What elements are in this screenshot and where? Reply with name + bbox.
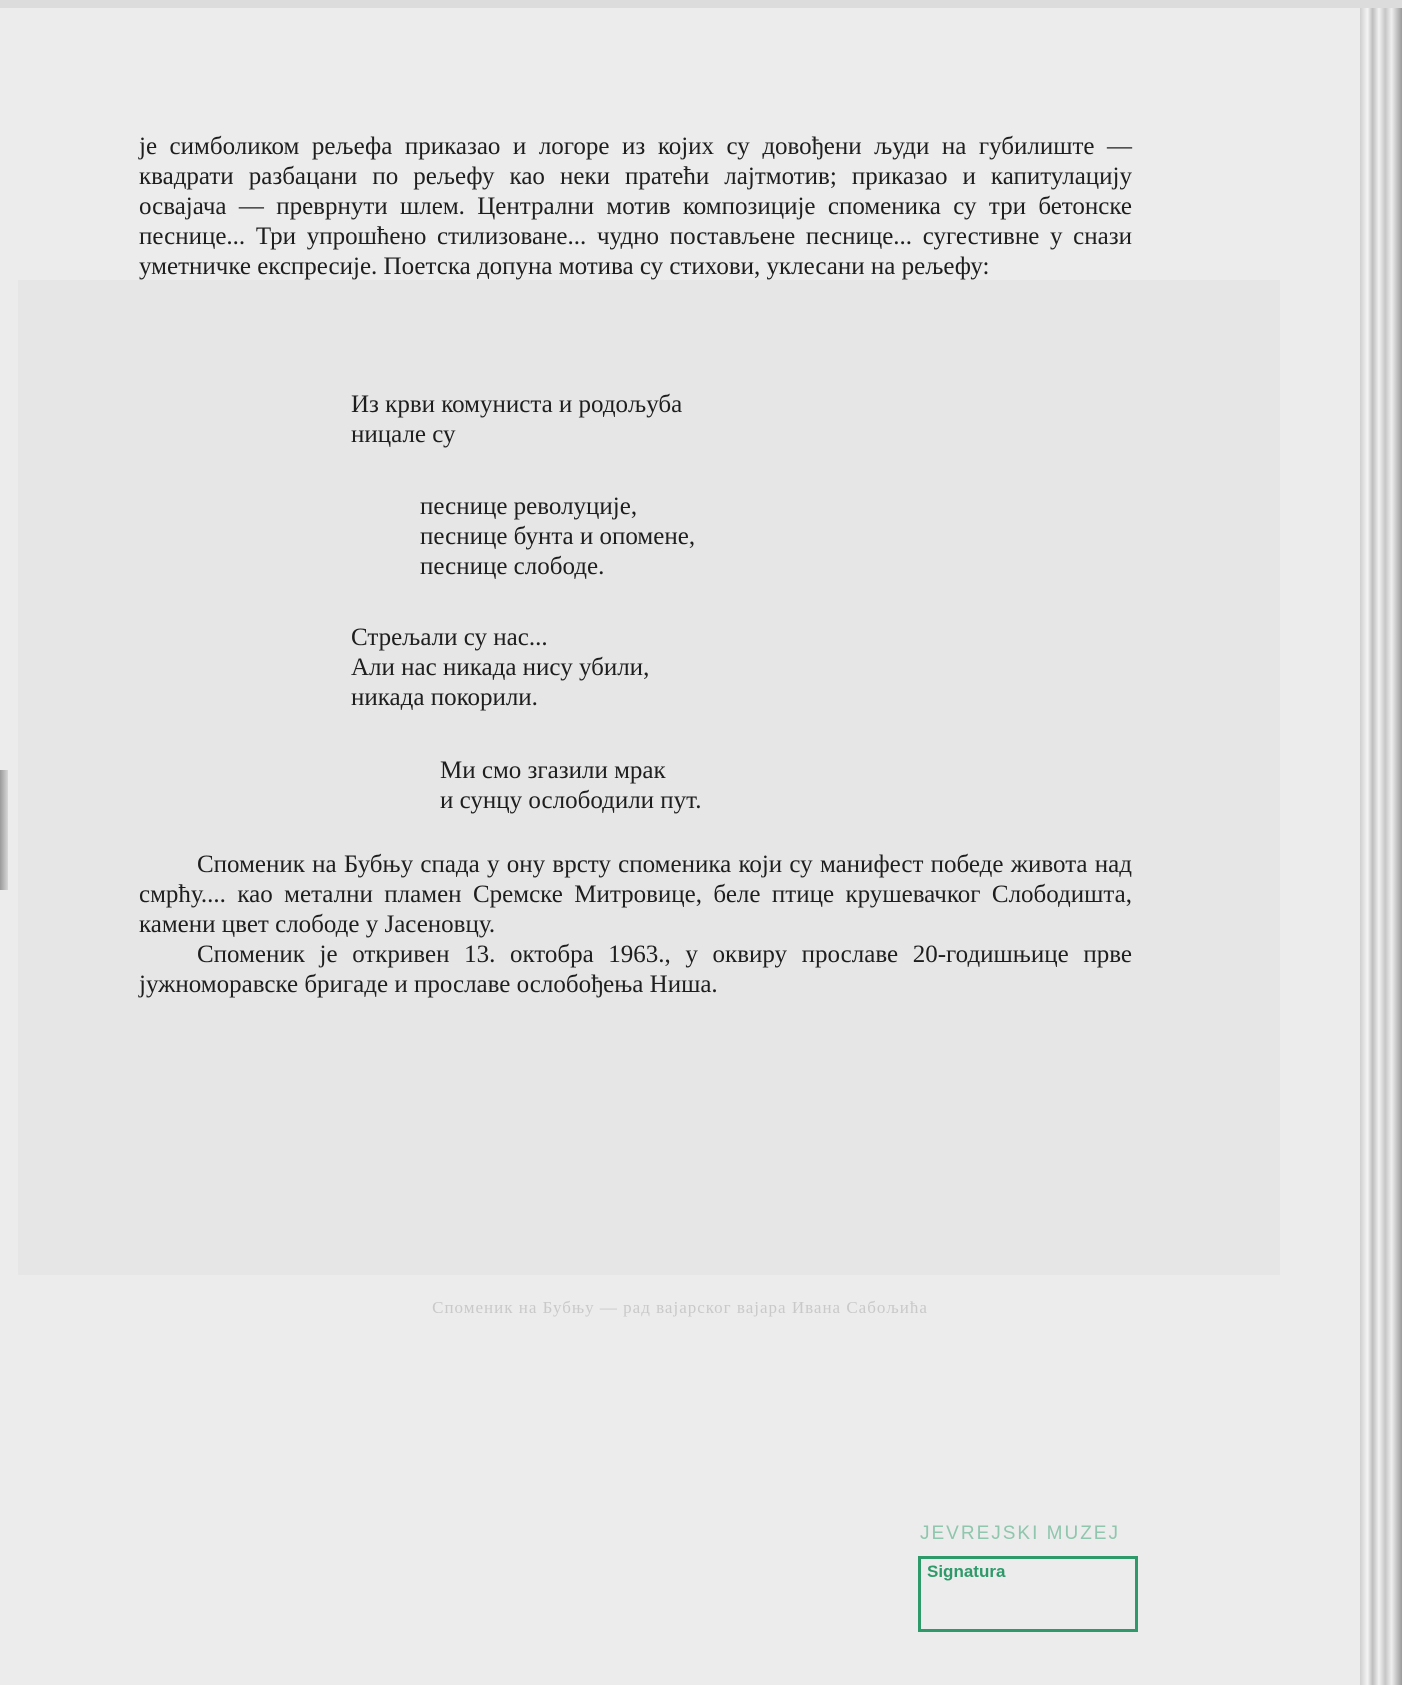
paragraph-relief-description: је симболиком рељефа приказао и логоре из којих су довођени људи на губилиште — квадрати разбацани по рељефу као неки пратећи лајтмотив; приказао и капитулацију освајача — преврнути шлем. Централни мотив композиције споменика су три бетонске песнице... Три упрошћено стилизоване... чудно постављене песнице... сугестивне у снази уметничке експресије. Поетска допуна мотива су стихови, уклесани на рељефу: <box>139 133 1132 280</box>
stamp-institution: JEVREJSKI MUZEJ <box>920 1523 1120 1544</box>
poem-line: песнице слободе. <box>420 553 605 580</box>
poem-stanza-2 <box>420 492 695 582</box>
poem-line: ницале су <box>351 421 456 448</box>
poem-line: Из крви комуниста и родољуба <box>351 391 683 418</box>
poem-line: песнице револуције, <box>420 493 638 520</box>
poem-line: Ми смо згазили мрак <box>440 757 666 784</box>
page-stack-edge <box>1360 8 1402 1685</box>
poem-line: никада покорили. <box>351 684 538 711</box>
poem-stanza-1 <box>351 390 682 450</box>
poem-line: песнице бунта и опомене, <box>420 523 696 550</box>
bleed-through-caption: Споменик на Бубњу — рад вајарског вајара Ивана Сабољића <box>432 1298 928 1317</box>
body-text-top <box>139 132 1132 282</box>
poem-stanza-4 <box>440 756 701 816</box>
stamp-label: Signatura <box>927 1562 1006 1581</box>
body-text-bottom <box>139 850 1132 1000</box>
poem-line: и сунцу ослободили пут. <box>440 787 702 814</box>
paragraph-monument-type: Споменик на Бубњу спада у ону врсту споменика који су манифест победе живота над смрћу.... као метални пламен Сремске Митровице, беле птице крушевачког Слободишта, камени цвет слободе у Јасеновцу. <box>139 851 1132 938</box>
poem-line: Стрељали су нас... <box>351 624 548 651</box>
poem-stanza-3 <box>351 623 649 713</box>
paragraph-unveiling: Споменик је откривен 13. октобра 1963., у оквиру прославе 20-годишњице прве јужноморавске бригаде и прославе ослобођења Ниша. <box>139 941 1132 998</box>
poem-line: Али нас никада нису убили, <box>351 654 650 681</box>
signature-stamp <box>918 1556 1138 1632</box>
binding-mark <box>0 770 8 890</box>
